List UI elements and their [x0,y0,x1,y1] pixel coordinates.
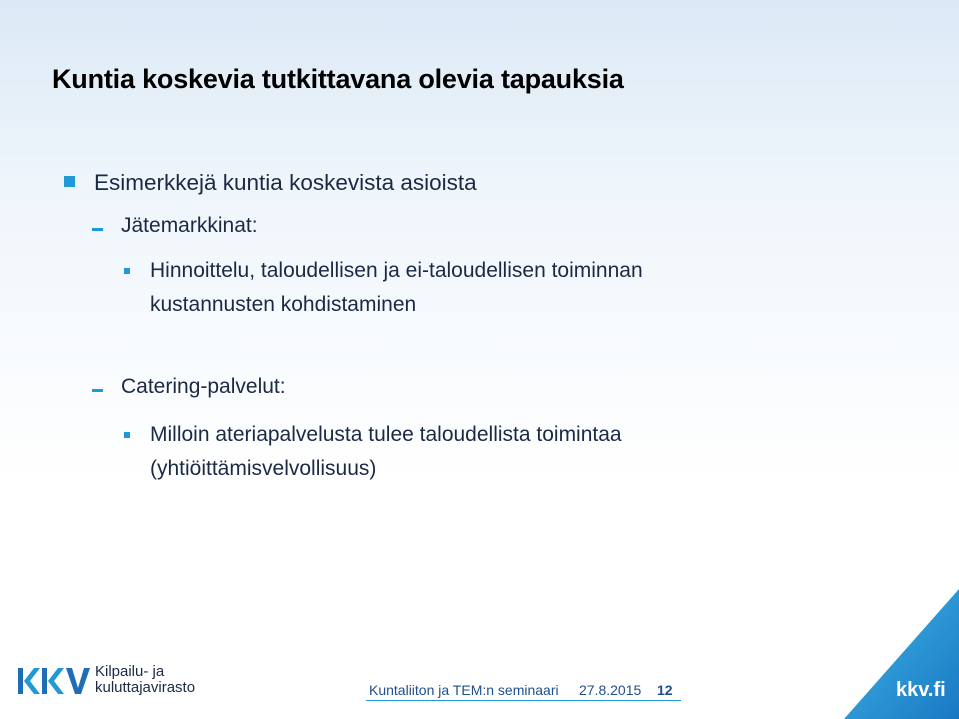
section-item-line: Hinnoittelu, taloudellisen ja ei-taloudellisen toiminnan [150,259,643,282]
section-item-jatemarkkinat [150,254,643,322]
slide-title: Kuntia koskevia tutkittavana olevia tapauksia [52,64,624,94]
dash-bullet-icon [92,389,103,392]
logo-line-1: Kilpailu- ja [95,663,165,680]
section-item-catering [150,418,622,486]
main-bullet-text: Esimerkkejä kuntia koskevista asioista [94,170,477,195]
footer-divider [366,700,681,701]
footer-date: 27.8.2015 [579,682,642,698]
logo-line-2: kuluttajavirasto [95,679,196,696]
logo-text [95,664,195,696]
footer-event: Kuntaliiton ja TEM:n seminaari [369,682,559,698]
section-heading-catering: Catering-palvelut: [121,375,286,398]
section-heading-jatemarkkinat: Jätemarkkinat: [121,214,258,237]
section-item-line: kustannusten kohdistaminen [150,293,417,316]
small-square-bullet-icon [124,268,130,274]
section-item-line: (yhtiöittämisvelvollisuus) [150,457,377,480]
page-number: 12 [657,682,673,698]
kkv-logo-icon [18,666,90,696]
site-url[interactable]: kkv.fi [896,679,946,701]
dash-bullet-icon [92,228,103,231]
small-square-bullet-icon [124,432,130,438]
section-item-line: Milloin ateriapalvelusta tulee taloudellista toimintaa [150,423,622,446]
square-bullet-icon [64,176,75,187]
